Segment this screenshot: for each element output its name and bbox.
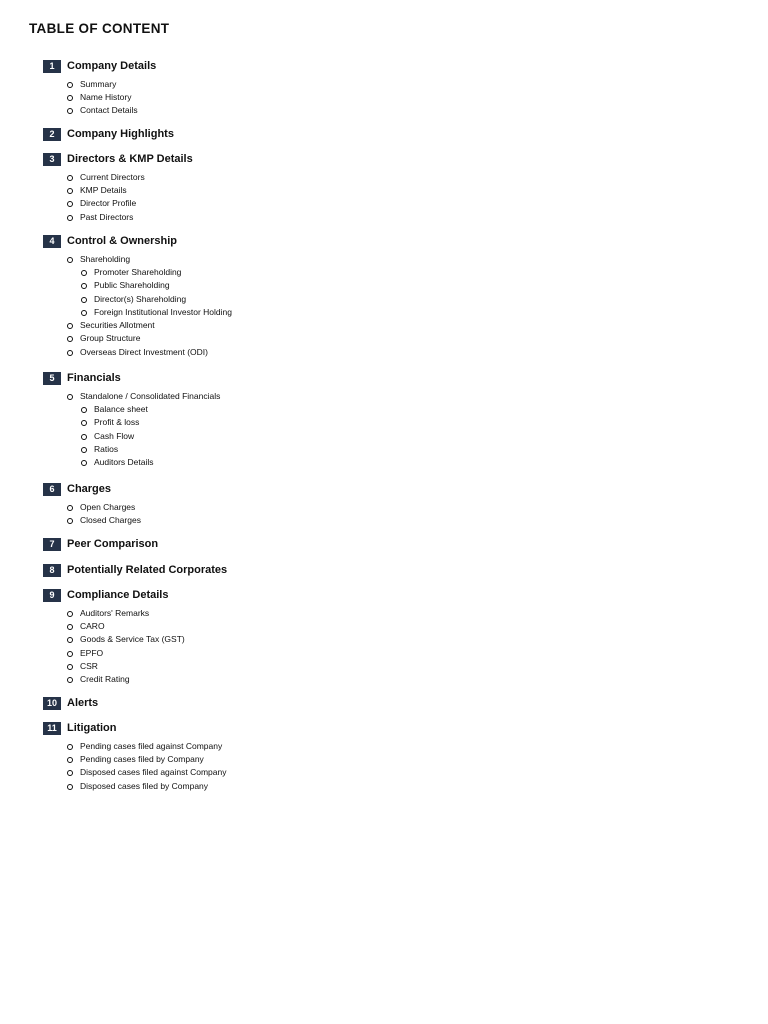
toc-section-header[interactable] — [43, 370, 723, 386]
circle-bullet-icon — [67, 518, 73, 524]
sub-item-label: Overseas Direct Investment (ODI) — [80, 346, 209, 357]
circle-bullet-icon — [67, 201, 73, 207]
toc-sub-item[interactable] — [43, 279, 723, 292]
sub-item-label: Standalone / Consolidated Financials — [80, 390, 221, 401]
section-number-badge: 10 — [43, 697, 61, 710]
toc-section-header[interactable] — [43, 587, 723, 603]
circle-bullet-icon — [67, 215, 73, 221]
toc-sub-item[interactable] — [43, 170, 723, 183]
circle-bullet-icon — [67, 611, 73, 617]
toc-sub-item[interactable] — [43, 672, 723, 685]
toc-sub-item[interactable] — [43, 500, 723, 513]
circle-bullet-icon — [67, 323, 73, 329]
sub-item-label: Past Directors — [80, 211, 134, 222]
toc-sub-item[interactable] — [43, 197, 723, 210]
circle-bullet-icon — [67, 677, 73, 683]
toc-sub-item[interactable] — [43, 779, 723, 792]
circle-bullet-icon — [81, 434, 87, 440]
toc-sub-item[interactable] — [43, 389, 723, 402]
section-title[interactable]: Control & Ownership — [67, 235, 177, 247]
sub-item-list — [43, 170, 723, 223]
toc-sub-item[interactable] — [43, 416, 723, 429]
circle-bullet-icon — [67, 637, 73, 643]
circle-bullet-icon — [81, 297, 87, 303]
section-number-badge: 7 — [43, 538, 61, 551]
section-number-badge: 1 — [43, 60, 61, 73]
sub-item-label: Credit Rating — [80, 674, 130, 685]
sub-item-label: Name History — [80, 91, 132, 102]
circle-bullet-icon — [67, 336, 73, 342]
toc-sub-item[interactable] — [43, 77, 723, 90]
section-title[interactable]: Company Details — [67, 60, 157, 72]
section-number-badge: 3 — [43, 153, 61, 166]
sub-item-label: Closed Charges — [80, 514, 141, 525]
toc-section-header[interactable] — [43, 233, 723, 249]
sub-item-label: Current Directors — [80, 171, 145, 182]
circle-bullet-icon — [81, 447, 87, 453]
toc-section — [43, 151, 723, 223]
sub-item-label: Director(s) Shareholding — [94, 293, 187, 304]
circle-bullet-icon — [67, 651, 73, 657]
toc-sub-item[interactable] — [43, 90, 723, 103]
toc-section — [43, 536, 723, 552]
circle-bullet-icon — [67, 82, 73, 88]
toc-sub-item[interactable] — [43, 739, 723, 752]
toc-sub-item[interactable] — [43, 104, 723, 117]
toc-section-header[interactable] — [43, 126, 723, 142]
sub-item-label: KMP Details — [80, 184, 127, 195]
toc-sub-item[interactable] — [43, 619, 723, 632]
toc-section — [43, 58, 723, 117]
sub-item-label: Balance sheet — [94, 403, 148, 414]
toc-sub-item[interactable] — [43, 183, 723, 196]
toc-sub-item[interactable] — [43, 442, 723, 455]
section-number-badge: 9 — [43, 589, 61, 602]
section-title[interactable]: Financials — [67, 372, 121, 384]
sub-item-label: EPFO — [80, 647, 104, 658]
sub-item-label: Promoter Shareholding — [94, 266, 182, 277]
toc-sub-item[interactable] — [43, 305, 723, 318]
sub-item-list — [43, 606, 723, 686]
sub-item-label: Goods & Service Tax (GST) — [80, 634, 185, 645]
section-number-badge: 5 — [43, 372, 61, 385]
sub-item-label: Shareholding — [80, 253, 131, 264]
toc-sub-item[interactable] — [43, 659, 723, 672]
section-title[interactable]: Company Highlights — [67, 128, 174, 140]
circle-bullet-icon — [67, 188, 73, 194]
toc-section — [43, 370, 723, 469]
sub-item-label: CSR — [80, 660, 98, 671]
sub-item-label: Director Profile — [80, 198, 137, 209]
circle-bullet-icon — [67, 95, 73, 101]
circle-bullet-icon — [67, 175, 73, 181]
sub-item-label: Auditors Details — [94, 457, 154, 468]
sub-item-label: Pending cases filed against Company — [80, 740, 223, 751]
toc-section — [43, 126, 723, 142]
section-title[interactable]: Alerts — [67, 697, 99, 709]
sub-item-label: Cash Flow — [94, 430, 135, 441]
circle-bullet-icon — [81, 270, 87, 276]
toc-section — [43, 233, 723, 358]
sub-item-label: Public Shareholding — [94, 280, 170, 291]
toc-section-header[interactable] — [43, 720, 723, 736]
toc-sub-item[interactable] — [43, 210, 723, 223]
circle-bullet-icon — [67, 505, 73, 511]
section-number-badge: 8 — [43, 564, 61, 577]
toc-sub-item[interactable] — [43, 513, 723, 526]
sub-item-label: Disposed cases filed against Company — [80, 767, 227, 778]
toc-section — [43, 481, 723, 527]
circle-bullet-icon — [67, 664, 73, 670]
page-title: TABLE OF CONTENT — [29, 21, 170, 36]
toc-section — [43, 695, 723, 711]
circle-bullet-icon — [67, 757, 73, 763]
sub-item-list — [43, 389, 723, 469]
toc-section-header[interactable] — [43, 562, 723, 578]
toc-section — [43, 562, 723, 578]
toc-sub-item[interactable] — [43, 332, 723, 345]
toc-section-header[interactable] — [43, 151, 723, 167]
circle-bullet-icon — [67, 770, 73, 776]
toc-sub-item[interactable] — [43, 633, 723, 646]
toc-sub-item[interactable] — [43, 318, 723, 331]
toc-sub-item[interactable] — [43, 646, 723, 659]
circle-bullet-icon — [81, 283, 87, 289]
sub-item-label: Profit & loss — [94, 417, 140, 428]
circle-bullet-icon — [67, 784, 73, 790]
circle-bullet-icon — [67, 108, 73, 114]
sub-item-label: CARO — [80, 620, 105, 631]
sub-item-list — [43, 500, 723, 527]
section-title[interactable]: Potentially Related Corporates — [67, 564, 228, 576]
circle-bullet-icon — [81, 310, 87, 316]
toc-section — [43, 587, 723, 686]
toc-section-header[interactable] — [43, 481, 723, 497]
toc-sub-item[interactable] — [43, 429, 723, 442]
circle-bullet-icon — [81, 420, 87, 426]
toc-sub-item[interactable] — [43, 402, 723, 415]
sub-item-label: Foreign Institutional Investor Holding — [94, 306, 232, 317]
circle-bullet-icon — [67, 394, 73, 400]
section-number-badge: 11 — [43, 722, 61, 735]
section-title[interactable]: Peer Comparison — [67, 538, 159, 550]
toc-sub-item[interactable] — [43, 752, 723, 765]
sub-item-label: Ratios — [94, 443, 119, 454]
sub-item-label: Pending cases filed by Company — [80, 753, 204, 764]
circle-bullet-icon — [67, 624, 73, 630]
circle-bullet-icon — [67, 350, 73, 356]
circle-bullet-icon — [81, 407, 87, 413]
sub-item-label: Open Charges — [80, 501, 136, 512]
toc-sub-item[interactable] — [43, 292, 723, 305]
sub-item-label: Group Structure — [80, 333, 141, 344]
toc-sub-item[interactable] — [43, 606, 723, 619]
sub-item-list — [43, 252, 723, 358]
section-number-badge: 2 — [43, 128, 61, 141]
toc-sub-item[interactable] — [43, 265, 723, 278]
section-number-badge: 6 — [43, 483, 61, 496]
circle-bullet-icon — [81, 460, 87, 466]
section-number-badge: 4 — [43, 235, 61, 248]
toc-section-header[interactable] — [43, 695, 723, 711]
sub-item-label: Auditors' Remarks — [80, 607, 150, 618]
section-title[interactable]: Compliance Details — [67, 589, 169, 601]
toc-sub-item[interactable] — [43, 766, 723, 779]
circle-bullet-icon — [67, 257, 73, 263]
sub-item-label: Contact Details — [80, 105, 138, 116]
sub-item-label: Securities Allotment — [80, 320, 155, 331]
toc-sub-item[interactable] — [43, 345, 723, 358]
sub-item-list — [43, 77, 723, 117]
circle-bullet-icon — [67, 744, 73, 750]
section-title[interactable]: Charges — [67, 483, 112, 495]
toc-sub-item[interactable] — [43, 252, 723, 265]
section-title[interactable]: Directors & KMP Details — [67, 153, 193, 165]
toc-section-header[interactable] — [43, 536, 723, 552]
section-title[interactable]: Litigation — [67, 722, 117, 734]
toc-section-header[interactable] — [43, 58, 723, 74]
sub-item-label: Summary — [80, 78, 117, 89]
sub-item-list — [43, 739, 723, 792]
sub-item-label: Disposed cases filed by Company — [80, 780, 209, 791]
toc-sub-item[interactable] — [43, 455, 723, 468]
toc-section — [43, 720, 723, 792]
